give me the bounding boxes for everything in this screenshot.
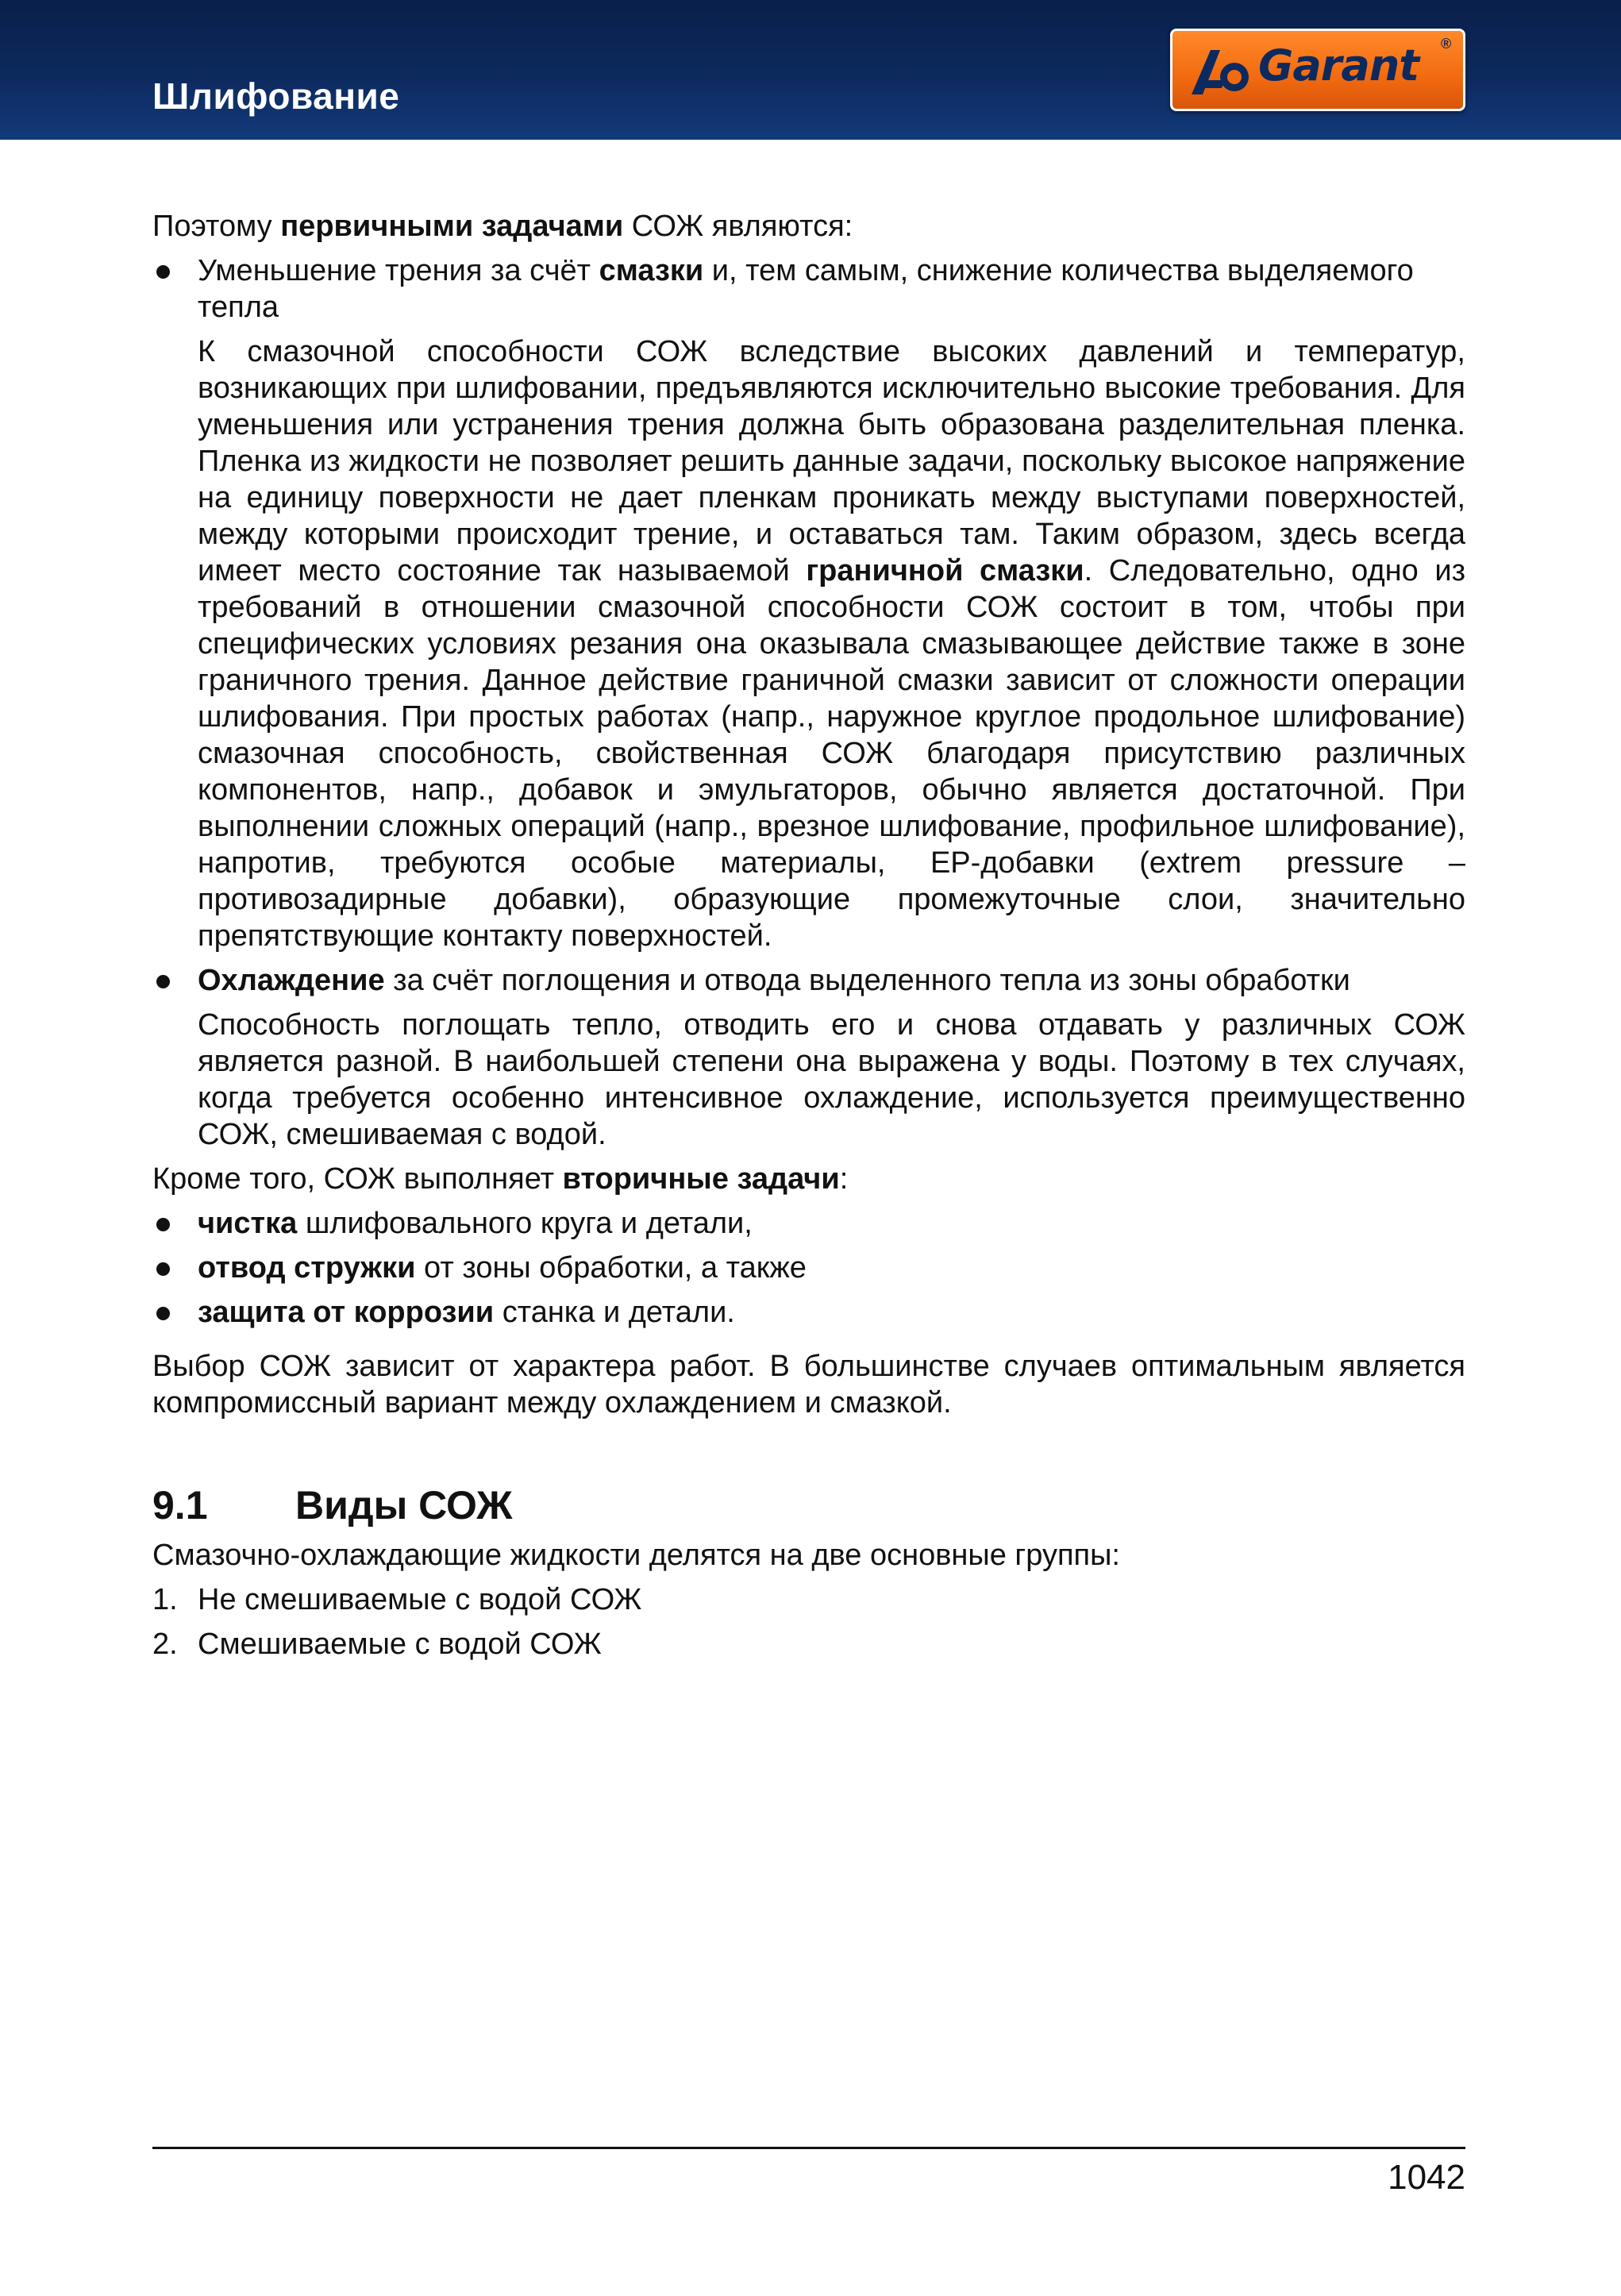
intro-sentence: Поэтому первичными задачами СОЖ являются:	[152, 210, 853, 243]
list-item-chip-removal: отвод стружки от зоны обработки, а также	[152, 1250, 1465, 1286]
list-item-cleaning: чистка шлифовального круга и детали,	[152, 1205, 1465, 1242]
bullet-dot-icon	[156, 1218, 170, 1231]
numbered-item: 2. Смешиваемые с водой СОЖ	[152, 1628, 602, 1661]
lubrication-paragraph: К смазочной способности СОЖ вследствие высоких давлений и температур, возникающих при шлифовании, предъявляются исключительно высокие требования. Для уменьшения или устранения трения должна быть образована разделительная пленка. Пленка из жидкости не позволяет решить данные задачи, поскольку высокое напряжение на единицу поверхности не дает пленкам проникать между выступами поверхностей, между которыми происходит трение, и оставаться там. Таким образом, здесь всегда имеет место состояние так называемой граничной смазки. Следовательно, одно из требований в отношении смазочной способности СОЖ состоит в том, чтобы при специфических условиях резания она оказывала смазывающее действие также в зоне граничного трения. Данное действие граничной смазки зависит от сложности операции шлифования. При простых работах (напр., наружное круглое продольное шлифование) смазочная способность, свойственная СОЖ благодаря присутствию различных компонентов, напр., добавок и эмульгаторов, обычно является достаточной. При выполнении сложных операций (напр., врезное шлифование, профильное шлифование), напротив, требуются особые материалы, EP-добавки (extrem pressure – противозадирные добавки), образующие промежуточные слои, значительно препятствующие контакту поверхностей.	[198, 335, 1465, 953]
list-item-corrosion: защита от коррозии станка и детали.	[152, 1294, 1465, 1331]
section-heading	[152, 1481, 1465, 1529]
page-number: 1042	[1388, 2158, 1465, 2197]
secondary-tasks-sentence: Кроме того, СОЖ выполняет вторичные задачи:	[152, 1162, 849, 1196]
registered-mark: ®	[1441, 36, 1452, 52]
section-intro: Смазочно-охлаждающие жидкости делятся на две основные группы:	[152, 1539, 1120, 1572]
page-body	[152, 208, 1465, 1662]
section-title: Виды СОЖ	[295, 1483, 513, 1527]
bullet-dot-icon	[156, 975, 170, 988]
garant-logo	[1170, 29, 1465, 111]
logo-text: Garant	[1258, 40, 1419, 91]
section-number: 9.1	[152, 1483, 208, 1527]
list-item-cooling	[152, 962, 1465, 999]
header-band	[0, 0, 1621, 140]
bullet-dot-icon	[156, 265, 170, 279]
bullet-dot-icon	[156, 1307, 170, 1320]
list-item-lead: Охлаждение за счёт поглощения и отвода выделенного тепла из зоны обработки	[198, 964, 1350, 997]
list-item-lubrication	[152, 252, 1465, 326]
cooling-paragraph: Способность поглощать тепло, отводить его и снова отдавать у различных СОЖ является разной. В наибольшей степени она выражена у воды. Поэтому в тех случаях, когда требуется особенно интенсивное охлаждение, используется преимущественно СОЖ, смешиваемая с водой.	[198, 1008, 1465, 1151]
chapter-title: Шлифование	[152, 75, 400, 117]
numbered-item: 1. Не смешиваемые с водой СОЖ	[152, 1583, 642, 1616]
garant-logo-mark-icon	[1188, 45, 1252, 98]
list-item-lead: Уменьшение трения за счёт смазки и, тем самым, снижение количества выделяемого тепла	[198, 254, 1414, 324]
conclusion-paragraph: Выбор СОЖ зависит от характера работ. В большинстве случаев оптимальным является компромиссный вариант между охлаждением и смазкой.	[152, 1350, 1465, 1420]
footer-divider	[152, 2147, 1465, 2149]
bullet-dot-icon	[156, 1262, 170, 1276]
